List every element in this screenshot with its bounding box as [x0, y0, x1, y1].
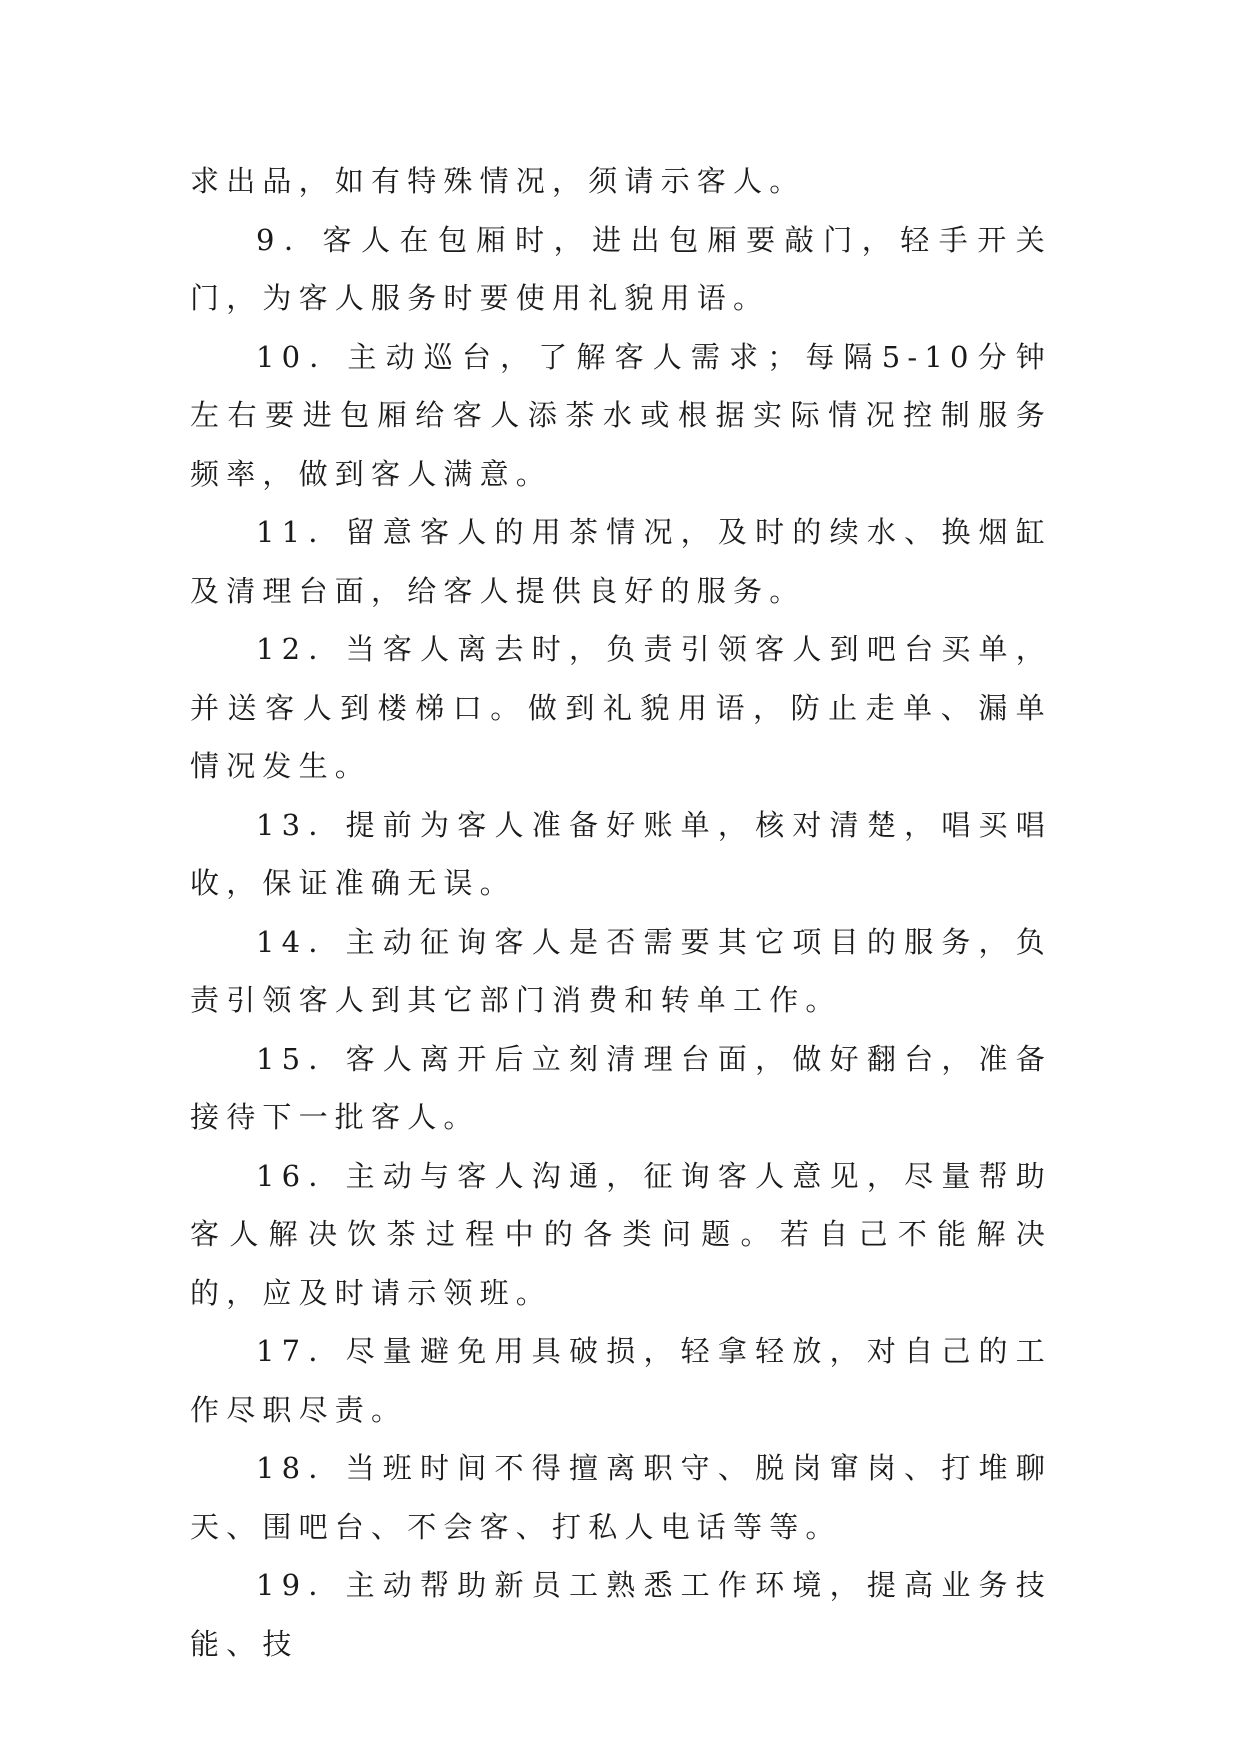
paragraph-item-11: 11．留意客人的用茶情况，及时的续水、换烟缸及清理台面，给客人提供良好的服务。: [190, 515, 1052, 608]
document-page: [190, 152, 1052, 1673]
paragraph-item-15: 15．客人离开后立刻清理台面，做好翻台，准备接待下一批客人。: [190, 1041, 1052, 1134]
paragraph-item-9: 9．客人在包厢时，进出包厢要敲门，轻手开关门，为客人服务时要使用礼貌用语。: [190, 222, 1052, 315]
paragraph-item-14: 14．主动征询客人是否需要其它项目的服务，负责引领客人到其它部门消费和转单工作。: [190, 924, 1052, 1017]
paragraph-item-18: 18．当班时间不得擅离职守、脱岗窜岗、打堆聊天、围吧台、不会客、打私人电话等等。: [190, 1451, 1052, 1544]
paragraph-continuation: 求出品，如有特殊情况，须请示客人。: [190, 164, 806, 198]
paragraph-item-17: 17．尽量避免用具破损，轻拿轻放，对自己的工作尽职尽责。: [190, 1334, 1052, 1427]
paragraph-item-19: 19．主动帮助新员工熟悉工作环境，提高业务技能、技: [190, 1568, 1052, 1661]
paragraph-item-12: 12．当客人离去时，负责引领客人到吧台买单，并送客人到楼梯口。做到礼貌用语，防止走单、漏单情况发生。: [190, 632, 1052, 783]
paragraph-item-16: 16．主动与客人沟通，征询客人意见，尽量帮助客人解决饮茶过程中的各类问题。若自己不能解决的，应及时请示领班。: [190, 1158, 1052, 1310]
paragraph-item-13: 13．提前为客人准备好账单，核对清楚，唱买唱收，保证准确无误。: [190, 807, 1052, 900]
paragraph-item-10: 10．主动巡台，了解客人需求；每隔5-10分钟左右要进包厢给客人添茶水或根据实际情况控制服务频率，做到客人满意。: [190, 339, 1052, 491]
